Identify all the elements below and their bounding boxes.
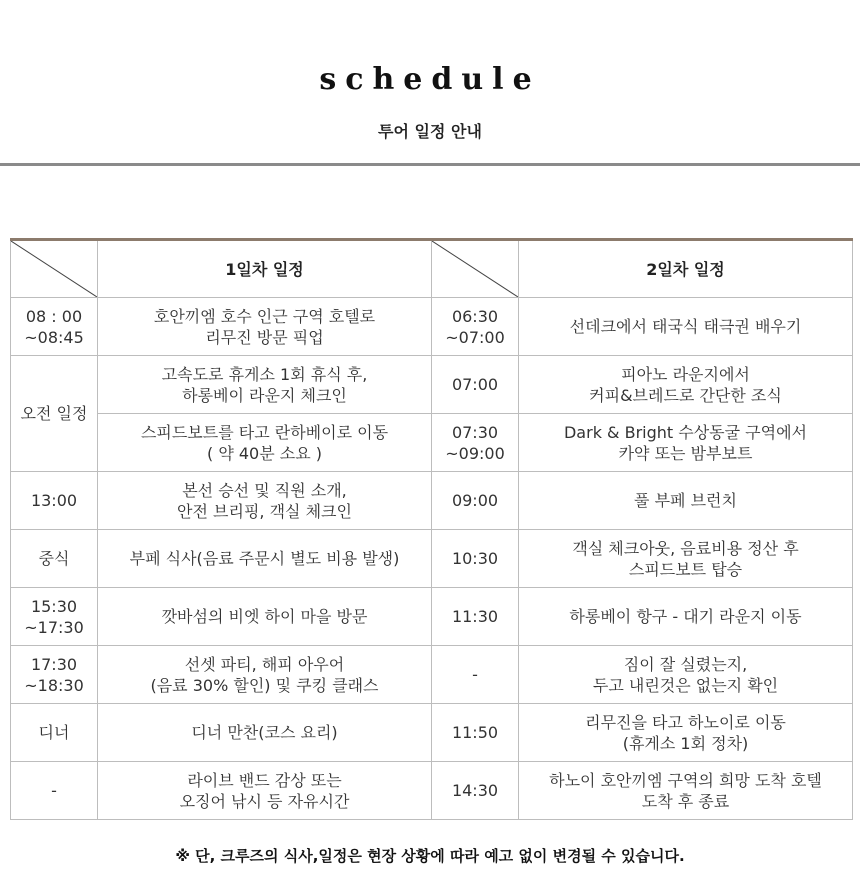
- day2-activity: 하롱베이 항구 - 대기 라운지 이동: [519, 588, 853, 646]
- day2-time: 07:00: [432, 356, 519, 414]
- day1-time: 15:30 ~17:30: [11, 588, 98, 646]
- day1-time: 13:00: [11, 472, 98, 530]
- day2-time: 10:30: [432, 530, 519, 588]
- day1-activity: 본선 승선 및 직원 소개, 안전 브리핑, 객실 체크인: [98, 472, 432, 530]
- day2-activity: 선데크에서 태국식 태극권 배우기: [519, 298, 853, 356]
- header-divider: [0, 163, 860, 166]
- day2-activity: 하노이 호안끼엠 구역의 희망 도착 호텔 도착 후 종료: [519, 762, 853, 820]
- day2-time: 11:50: [432, 704, 519, 762]
- day2-activity: 리무진을 타고 하노이로 이동 (휴게소 1회 정차): [519, 704, 853, 762]
- day1-activity: 깟바섬의 비엣 하이 마을 방문: [98, 588, 432, 646]
- day2-time: -: [432, 646, 519, 704]
- column-header-day2: 2일차 일정: [519, 240, 853, 298]
- table-row: [11, 646, 853, 704]
- table-row: [11, 414, 853, 472]
- table-row: [11, 762, 853, 820]
- column-header-day1: 1일차 일정: [98, 240, 432, 298]
- day1-time: 08 : 00 ~08:45: [11, 298, 98, 356]
- day1-time: 17:30 ~18:30: [11, 646, 98, 704]
- day1-time: 디너: [11, 704, 98, 762]
- day1-activity: 디너 만찬(코스 요리): [98, 704, 432, 762]
- schedule-table: [10, 238, 853, 820]
- day1-activity: 고속도로 휴게소 1회 휴식 후, 하롱베이 라운지 체크인: [98, 356, 432, 414]
- table-row: [11, 356, 853, 414]
- table-row: [11, 704, 853, 762]
- day1-time: 중식: [11, 530, 98, 588]
- corner-cell-day2: [432, 240, 519, 298]
- day1-activity: 선셋 파티, 해피 아우어 (음료 30% 할인) 및 쿠킹 클래스: [98, 646, 432, 704]
- day2-activity: 피아노 라운지에서 커피&브레드로 간단한 조식: [519, 356, 853, 414]
- day1-activity: 부페 식사(음료 주문시 별도 비용 발생): [98, 530, 432, 588]
- day1-activity: 라이브 밴드 감상 또는 오징어 낚시 등 자유시간: [98, 762, 432, 820]
- table-row: [11, 472, 853, 530]
- table-row: [11, 530, 853, 588]
- day2-time: 06:30 ~07:00: [432, 298, 519, 356]
- disclaimer-note: ※ 단, 크루즈의 식사,일정은 현장 상황에 따라 예고 없이 변경될 수 있습니다.: [175, 847, 685, 865]
- day2-activity: 객실 체크아웃, 음료비용 정산 후 스피드보트 탑승: [519, 530, 853, 588]
- day1-time: -: [11, 762, 98, 820]
- day2-activity: 풀 부페 브런치: [519, 472, 853, 530]
- page-subtitle: 투어 일정 안내: [378, 122, 482, 141]
- day1-activity: 스피드보트를 타고 란하베이로 이동 ( 약 40분 소요 ): [98, 414, 432, 472]
- day2-activity: 짐이 잘 실렸는지, 두고 내린것은 없는지 확인: [519, 646, 853, 704]
- day2-time: 09:00: [432, 472, 519, 530]
- page-title: schedule: [319, 62, 541, 97]
- table-header-row: [11, 240, 853, 298]
- table-row: [11, 298, 853, 356]
- table-row: [11, 588, 853, 646]
- day1-time: 오전 일정: [11, 356, 98, 472]
- day1-activity: 호안끼엠 호수 인근 구역 호텔로 리무진 방문 픽업: [98, 298, 432, 356]
- corner-cell-day1: [11, 240, 98, 298]
- day2-activity: Dark & Bright 수상동굴 구역에서 카약 또는 밤부보트: [519, 414, 853, 472]
- day2-time: 07:30 ~09:00: [432, 414, 519, 472]
- day2-time: 11:30: [432, 588, 519, 646]
- day2-time: 14:30: [432, 762, 519, 820]
